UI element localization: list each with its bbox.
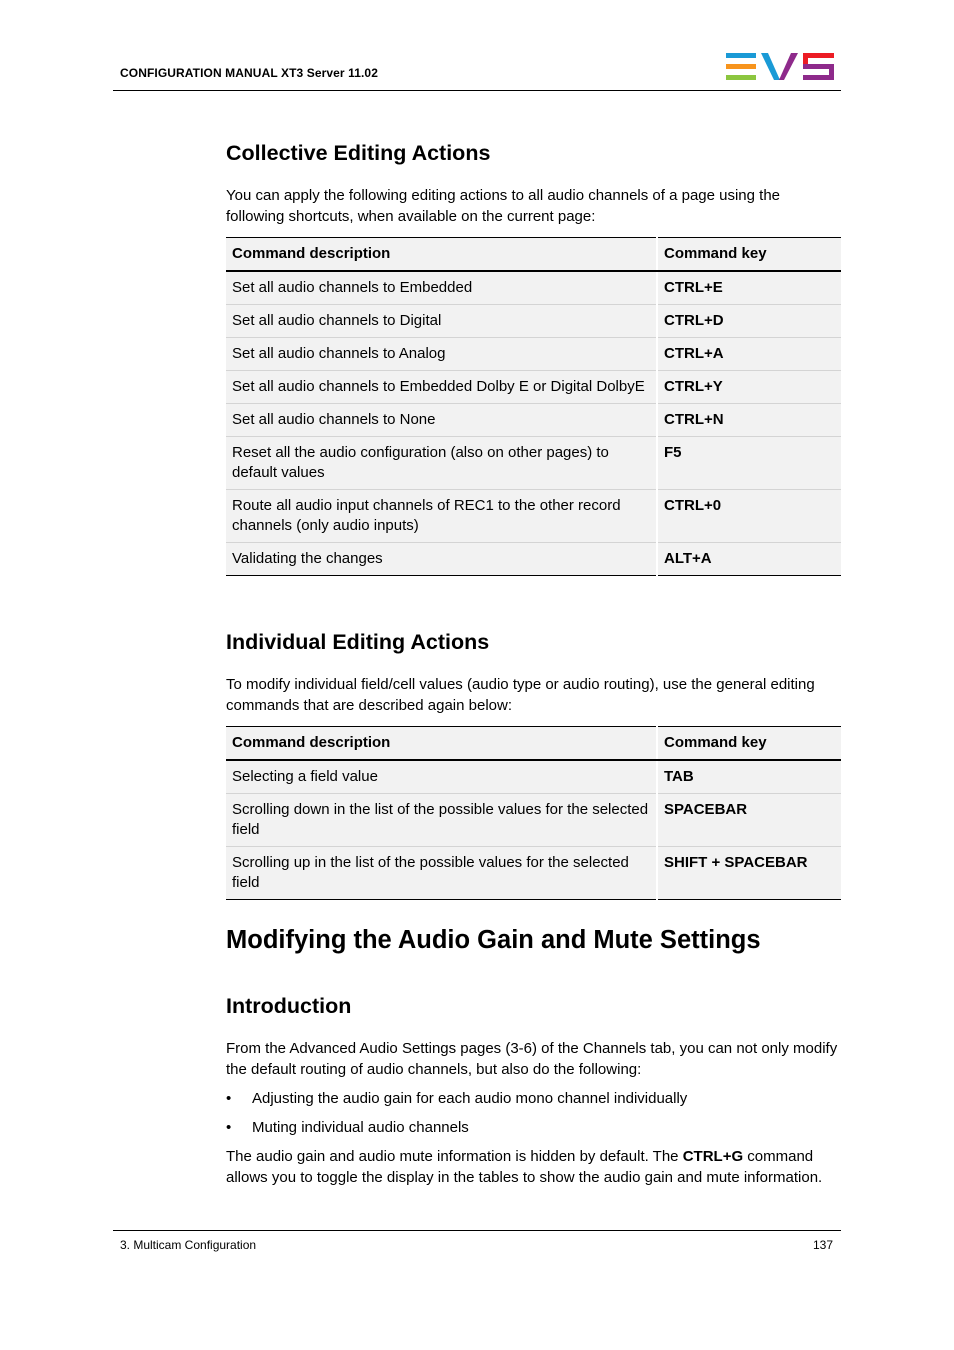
command-description: Set all audio channels to Digital [226, 305, 657, 338]
bullet-text: Adjusting the audio gain for each audio mono channel individually [252, 1090, 688, 1107]
col-header-key: Command key [657, 727, 841, 761]
table-row [226, 305, 841, 338]
command-key: TAB [657, 760, 841, 794]
table-row [226, 437, 841, 490]
introduction-paragraph: From the Advanced Audio Settings pages (3-6) of the Channels tab, you can not only modify the default routing of audio channels, but also do the following: [226, 1040, 838, 1078]
individual-table [226, 726, 841, 900]
collective-table [226, 237, 841, 576]
command-description: Set all audio channels to None [226, 404, 657, 437]
command-description: Set all audio channels to Embedded Dolby E or Digital DolbyE [226, 371, 657, 404]
table-header-row [226, 727, 841, 761]
command-description: Set all audio channels to Analog [226, 338, 657, 371]
list-item [226, 1117, 841, 1138]
command-key: ALT+A [657, 543, 841, 576]
table-row [226, 271, 841, 305]
ctrl-g-shortcut: CTRL+G [682, 1148, 744, 1165]
logo-s-bottom [803, 75, 834, 80]
col-header-key: Command key [657, 238, 841, 272]
col-header-description: Command description [226, 727, 657, 761]
individual-intro: To modify individual field/cell values (audio type or audio routing), use the general editing commands that are described again below: [226, 676, 815, 714]
introduction-section [226, 994, 841, 1188]
command-key: CTRL+D [657, 305, 841, 338]
list-item [226, 1088, 841, 1109]
command-description: Route all audio input channels of REC1 to the other record channels (only audio inputs) [226, 490, 657, 543]
footer-divider [113, 1230, 841, 1231]
command-description: Scrolling up in the list of the possible values for the selected field [226, 847, 657, 900]
individual-section [226, 630, 841, 900]
modifying-heading: Modifying the Audio Gain and Mute Settings [226, 926, 761, 954]
ctrl-g-text-post: command allows you to toggle the display in the tables to show the audio gain and mute information. [226, 1148, 823, 1186]
table-row [226, 760, 841, 794]
command-description: Reset all the audio configuration (also on other pages) to default values [226, 437, 657, 490]
table-row [226, 404, 841, 437]
collective-intro: You can apply the following editing actions to all audio channels of a page using the following shortcuts, when available on the current page: [226, 187, 781, 225]
command-key: CTRL+E [657, 271, 841, 305]
evs-logo [724, 52, 836, 82]
footer-page-number: 137 [812, 1238, 833, 1252]
command-key: F5 [657, 437, 841, 490]
collective-section [226, 141, 841, 576]
command-key: CTRL+Y [657, 371, 841, 404]
table-row [226, 847, 841, 900]
command-key: CTRL+A [657, 338, 841, 371]
bullet-icon: • [226, 1090, 232, 1107]
command-key: SPACEBAR [657, 794, 841, 847]
command-key: CTRL+0 [657, 490, 841, 543]
introduction-heading: Introduction [226, 994, 352, 1018]
command-key: CTRL+N [657, 404, 841, 437]
command-description: Validating the changes [226, 543, 657, 576]
bullet-text: Muting individual audio channels [252, 1119, 469, 1136]
introduction-bullet-list [226, 1088, 841, 1138]
command-description: Selecting a field value [226, 760, 657, 794]
collective-heading: Collective Editing Actions [226, 141, 491, 165]
logo-e-bar-1 [726, 53, 756, 58]
logo-v-left [761, 53, 780, 80]
bullet-icon: • [226, 1119, 232, 1136]
logo-v-right [779, 53, 798, 80]
table-row [226, 794, 841, 847]
command-description: Scrolling down in the list of the possible values for the selected field [226, 794, 657, 847]
individual-heading: Individual Editing Actions [226, 630, 490, 654]
col-header-description: Command description [226, 238, 657, 272]
logo-e-bar-2 [726, 64, 756, 69]
table-row [226, 490, 841, 543]
command-description: Set all audio channels to Embedded [226, 271, 657, 305]
header-divider [113, 90, 841, 91]
header-title: CONFIGURATION MANUAL XT3 Server 11.02 [120, 66, 378, 80]
table-header-row [226, 238, 841, 272]
modifying-section [226, 926, 841, 955]
table-row [226, 543, 841, 576]
table-row [226, 371, 841, 404]
command-key: SHIFT + SPACEBAR [657, 847, 841, 900]
introduction-ctrl-g-paragraph [226, 1146, 841, 1188]
footer-section-name: 3. Multicam Configuration [120, 1238, 257, 1252]
table-row [226, 338, 841, 371]
logo-e-bar-3 [726, 75, 756, 80]
ctrl-g-text-pre: The audio gain and audio mute information is hidden by default. The [226, 1148, 683, 1165]
